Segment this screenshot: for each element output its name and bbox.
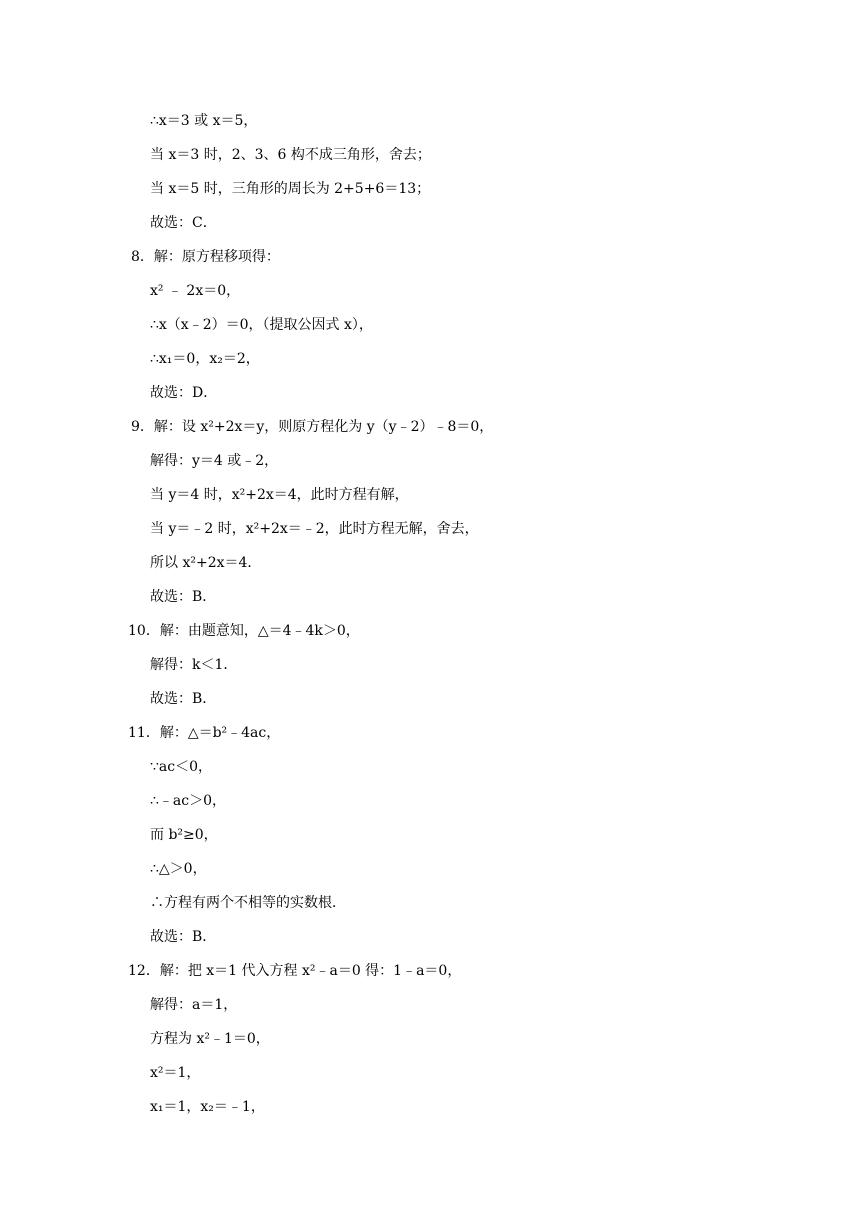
solution-line: 当 x＝3 时，2、3、6 构不成三角形，舍去； [150,147,431,163]
question-10-heading: 10．解：由题意知，△＝4﹣4k＞0， [128,623,360,639]
solution-line: x² ﹣ 2x＝0， [150,283,241,299]
solution-line: 当 y＝4 时，x²+2x＝4，此时方程有解， [150,487,409,503]
solution-line: 当 y＝﹣2 时，x²+2x＝﹣2，此时方程无解，舍去， [150,521,479,537]
solution-line: ∴x（x﹣2）＝0，（提取公因式 x）， [150,317,373,333]
solution-line: 解得：k＜1． [150,657,238,673]
solution-line: 所以 x²+2x＝4． [150,555,262,571]
question-11-heading: 11．解：△＝b²﹣4ac， [128,725,281,741]
solution-line: ∴方程有两个不相等的实数根． [150,895,346,911]
solution-line: 故选：D． [150,385,218,401]
solution-line: 解得：a＝1， [150,997,238,1013]
solution-line: 故选：B． [150,691,217,707]
question-9-heading: 9．解：设 x²+2x＝y，则原方程化为 y（y﹣2）﹣8＝0， [131,419,494,435]
solution-line: ∴﹣ac＞0， [150,793,227,809]
solution-line: ∴△＞0， [150,861,207,877]
solution-line: 故选：B． [150,589,217,605]
solution-line: 解得：y＝4 或﹣2， [150,453,279,469]
solution-line: 而 b²≥0， [150,827,218,843]
solution-line: 故选：C． [150,215,217,231]
question-8-heading: 8．解：原方程移项得： [131,249,280,265]
solution-line: 故选：B． [150,929,217,945]
solution-line: 当 x＝5 时，三角形的周长为 2+5+6＝13； [150,181,431,197]
solution-line: x²＝1， [150,1065,201,1081]
solution-line: x₁＝1，x₂＝﹣1， [150,1099,265,1115]
solution-line: 方程为 x²﹣1＝0， [150,1031,270,1047]
solution-line: ∴x＝3 或 x＝5， [150,113,258,129]
solution-line: ∵ac＜0， [150,759,213,775]
solution-line: ∴x₁＝0，x₂＝2， [150,351,260,367]
question-12-heading: 12．解：把 x＝1 代入方程 x²﹣a＝0 得：1﹣a＝0， [128,963,462,979]
